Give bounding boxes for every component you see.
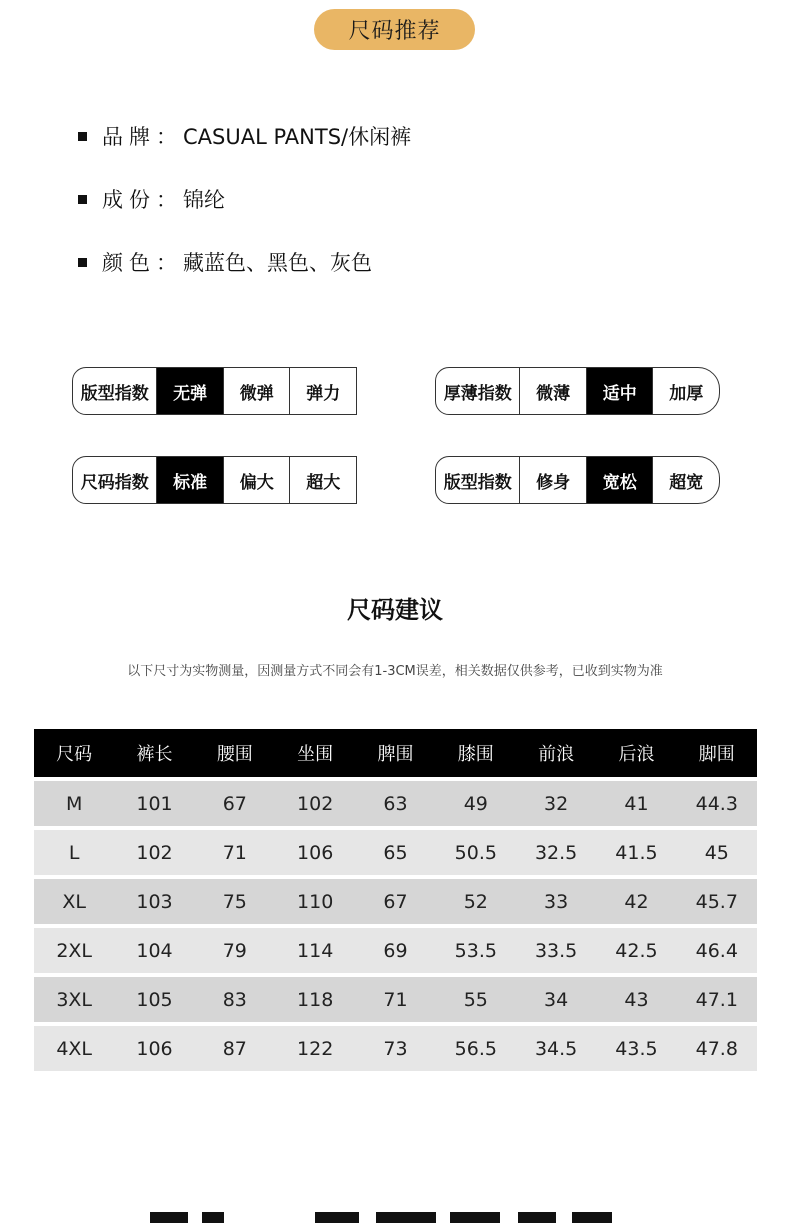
scale-option: 弹力: [289, 368, 356, 414]
column-header: 前浪: [538, 744, 575, 765]
table-body: [34, 781, 757, 1071]
info-value: 藏蓝色、黑色、灰色: [183, 251, 372, 275]
table-cell: 103: [136, 890, 173, 913]
scale-thickness: [435, 367, 720, 415]
scale-stretch: [72, 367, 357, 415]
table-cell: 32.5: [534, 841, 578, 864]
table-cell: 45.7: [695, 890, 738, 913]
table-cell: 87: [222, 1037, 247, 1060]
table-cell: 50.5: [454, 841, 497, 864]
table-cell: 41.5: [615, 841, 658, 864]
size-table: [34, 729, 757, 1071]
bullet-square-icon: [78, 258, 87, 267]
table-cell: 63: [383, 792, 408, 815]
table-cell: 41: [624, 792, 649, 815]
section-title-pill: [314, 9, 475, 50]
scale-label: 尺码指数: [80, 472, 149, 493]
scale-option: 适中: [586, 368, 653, 414]
column-header: 脾围: [377, 744, 414, 765]
scale-label: 厚薄指数: [443, 383, 512, 404]
info-row-brand: [78, 121, 411, 151]
table-cell: 56.5: [454, 1037, 497, 1060]
table-cell: 114: [297, 939, 334, 962]
table-cell: 43.5: [615, 1037, 658, 1060]
table-cell: 122: [297, 1037, 334, 1060]
table-cell: 67: [383, 890, 408, 913]
column-header: 后浪: [618, 744, 655, 765]
table-cell: 44.3: [695, 792, 738, 815]
scale-label: 版型指数: [80, 383, 149, 404]
table-row: [34, 1026, 757, 1071]
table-cell: 33: [544, 890, 569, 913]
info-key: 品牌: [102, 125, 156, 149]
info-row-color: [78, 247, 372, 277]
size-cell: 2XL: [56, 939, 93, 962]
cropped-next-heading: [140, 1212, 640, 1223]
table-cell: 110: [297, 890, 334, 913]
table-cell: 102: [297, 792, 334, 815]
table-cell: 73: [383, 1037, 408, 1060]
size-cell: 4XL: [56, 1037, 93, 1060]
table-cell: 49: [463, 792, 488, 815]
column-header: 裤长: [136, 744, 173, 765]
column-header: 腰围: [216, 744, 253, 765]
table-cell: 55: [463, 988, 488, 1011]
scale-label: 版型指数: [443, 472, 512, 493]
info-colon: ：: [156, 188, 177, 212]
table-cell: 34.5: [534, 1037, 578, 1060]
info-key: 成份: [102, 188, 156, 212]
info-value: CASUAL PANTS/休闲裤: [183, 125, 412, 149]
info-colon: ：: [156, 125, 177, 149]
table-cell: 106: [297, 841, 334, 864]
table-cell: 65: [383, 841, 408, 864]
scale-option: 超大: [289, 457, 356, 503]
size-cell: M: [65, 792, 83, 815]
table-cell: 43: [624, 988, 649, 1011]
scale-option: 微薄: [519, 368, 586, 414]
table-cell: 106: [136, 1037, 173, 1060]
scale-option: 加厚: [652, 368, 719, 414]
table-cell: 69: [383, 939, 408, 962]
table-cell: 32: [544, 792, 569, 815]
info-key: 颜色: [102, 251, 156, 275]
scale-option: 无弹: [156, 368, 223, 414]
table-cell: 102: [136, 841, 173, 864]
scale-option: 标准: [156, 457, 223, 503]
table-cell: 53.5: [454, 939, 497, 962]
table-cell: 46.4: [695, 939, 738, 962]
table-cell: 47.8: [695, 1037, 738, 1060]
table-cell: 104: [136, 939, 173, 962]
size-cell: L: [68, 841, 80, 864]
table-cell: 101: [136, 792, 173, 815]
table-cell: 83: [222, 988, 247, 1011]
table-header-row: [34, 729, 757, 777]
table-row: [34, 928, 757, 973]
table-row: [34, 781, 757, 826]
scale-option: 偏大: [223, 457, 290, 503]
scale-option: 微弹: [223, 368, 290, 414]
table-cell: 42: [624, 890, 649, 913]
size-cell: XL: [62, 890, 86, 913]
table-cell: 71: [383, 988, 408, 1011]
table-row: [34, 977, 757, 1022]
scale-option: 超宽: [652, 457, 719, 503]
column-header: 脚围: [698, 744, 735, 765]
scale-option: 宽松: [586, 457, 653, 503]
scale-size: [72, 456, 357, 504]
bullet-square-icon: [78, 195, 87, 204]
size-cell: 3XL: [56, 988, 93, 1011]
info-row-material: [78, 184, 225, 214]
table-row: [34, 879, 757, 924]
column-header: 膝围: [457, 744, 494, 765]
column-header: 坐围: [297, 744, 334, 765]
table-cell: 45: [704, 841, 729, 864]
size-advice-title: 尺码建议: [347, 596, 443, 624]
table-cell: 105: [136, 988, 173, 1011]
measurement-note: 以下尺寸为实物测量，因测量方式不同会有1-3CM误差，相关数据仅供参考，已收到实物为准: [127, 664, 663, 679]
table-cell: 67: [222, 792, 247, 815]
table-cell: 42.5: [615, 939, 658, 962]
table-cell: 33.5: [534, 939, 578, 962]
table-cell: 71: [222, 841, 247, 864]
column-header: 尺码: [56, 744, 93, 765]
scale-fit: [435, 456, 720, 504]
info-colon: ：: [156, 251, 177, 275]
info-value: 锦纶: [183, 188, 225, 212]
table-cell: 52: [463, 890, 488, 913]
table-cell: 47.1: [695, 988, 738, 1011]
bullet-square-icon: [78, 132, 87, 141]
table-cell: 75: [222, 890, 247, 913]
scale-option: 修身: [519, 457, 586, 503]
table-cell: 118: [297, 988, 334, 1011]
table-cell: 79: [222, 939, 247, 962]
table-row: [34, 830, 757, 875]
section-title: 尺码推荐: [348, 19, 441, 44]
table-cell: 34: [544, 988, 569, 1011]
